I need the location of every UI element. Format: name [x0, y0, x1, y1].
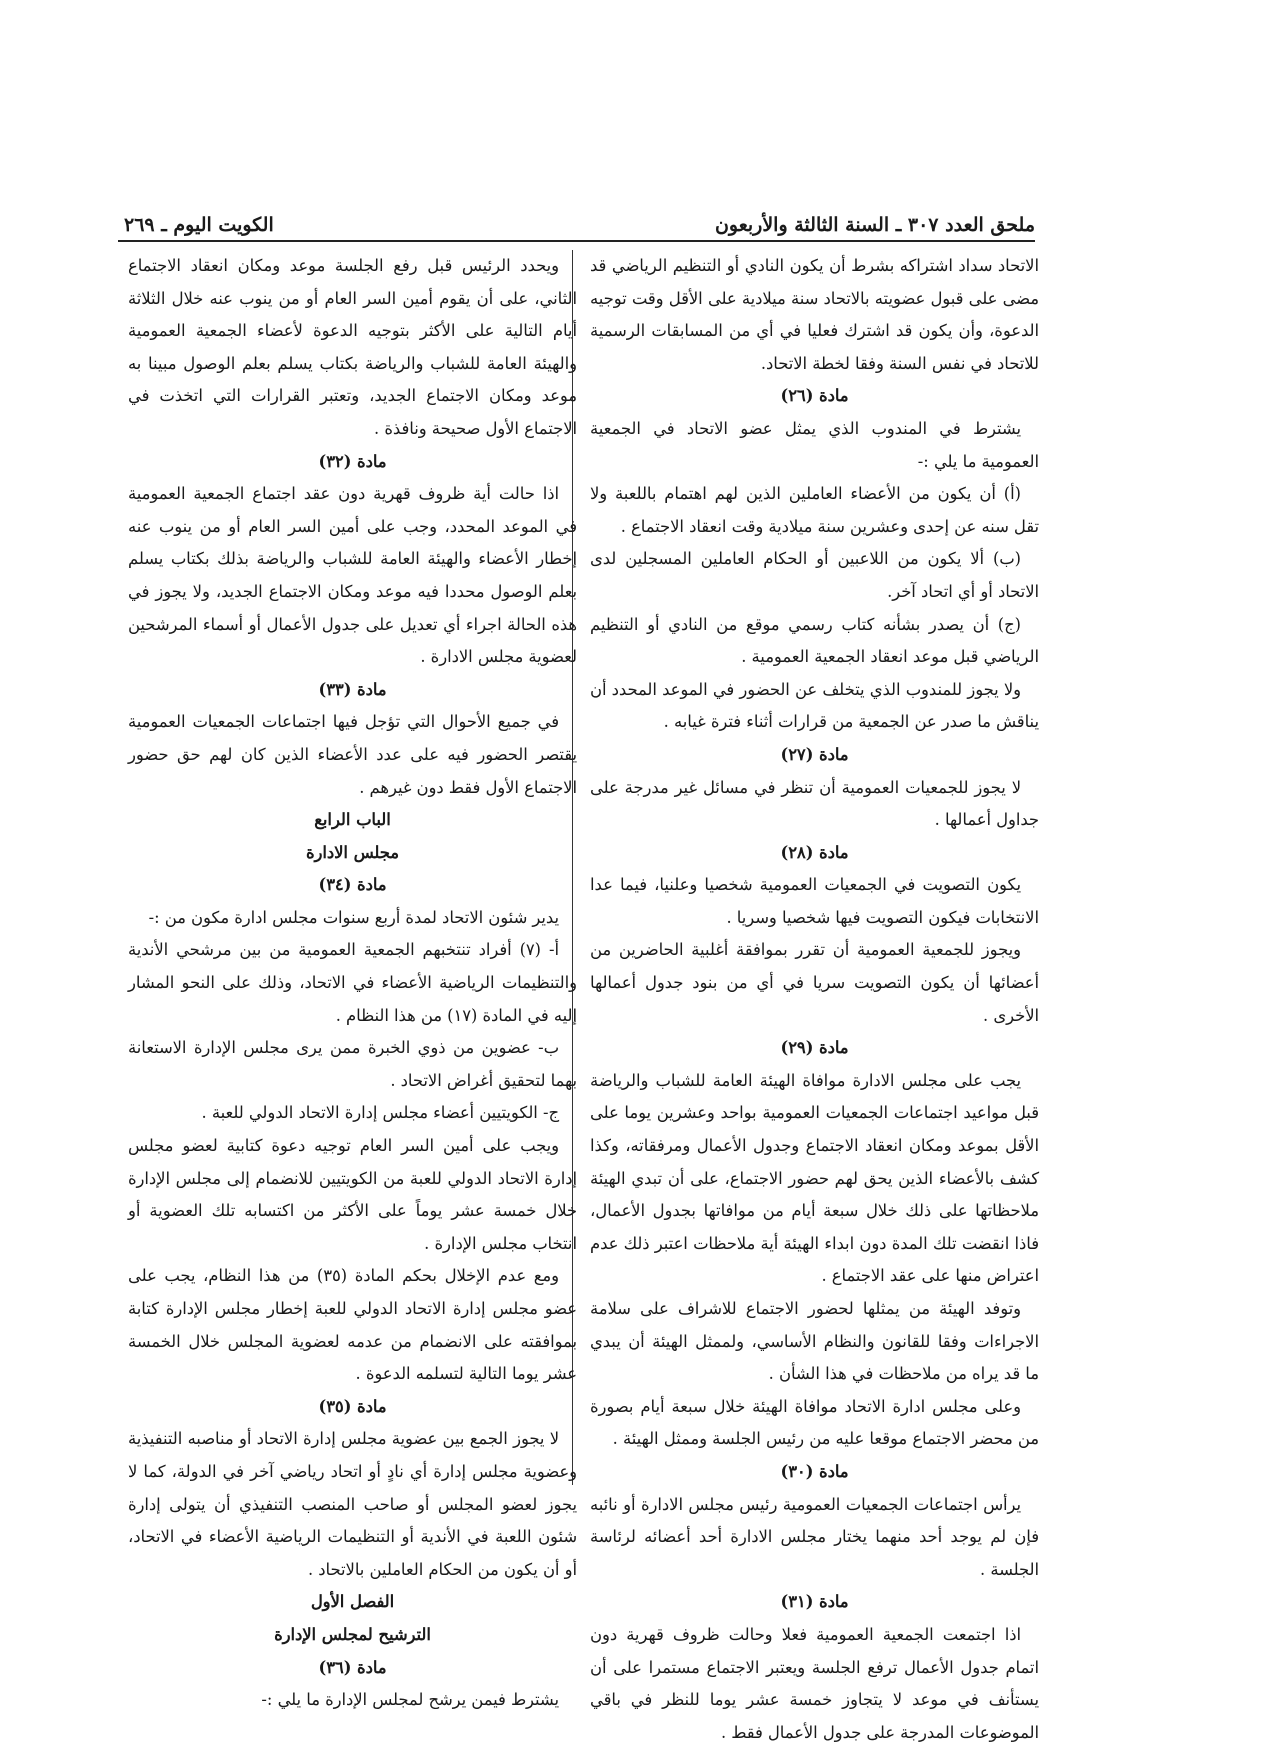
article-heading: مادة (٢٨): [780, 842, 849, 862]
chapter-subheading: مجلس الادارة: [305, 842, 400, 862]
article-heading: مادة (٣٦): [318, 1657, 387, 1677]
chapter-heading: الباب الرابع: [314, 810, 391, 830]
article-heading: مادة (٣٤): [318, 875, 387, 895]
page-header: [118, 212, 1035, 242]
paragraph: ويجوز للجمعية العمومية أن تقرر بموافقة أغلبية الحاضرين من أعضائها أن يكون التصويت سريا في أي من بنود جدول أعمالها الأخرى .: [590, 940, 1039, 1025]
paragraph: اذا حالت أية ظروف قهرية دون عقد اجتماع الجمعية العمومية في الموعد المحدد، وجب على أمين السر العام أو من ينوب عنه إخطار الأعضاء والهيئة العامة للشباب والرياضة بذلك بكتاب يسلم بعلم الوصول محددا فيه موعد ومكان الاجتماع الجديد، ولا يجوز في هذه الحالة اجراء أي تعديل على جدول الأعمال أو أسماء المرشحين لعضوية مجلس الادارة .: [128, 484, 577, 667]
article-heading: مادة (٢٦): [780, 386, 849, 406]
paragraph: ولا يجوز للمندوب الذي يتخلف عن الحضور في الموعد المحدد أن يناقش ما صدر عن الجمعية من قرارات أثناء فترة غيابه .: [590, 679, 1039, 732]
article-heading: مادة (٢٩): [780, 1038, 849, 1058]
right-column: [590, 250, 1039, 1749]
paragraph: الاتحاد سداد اشتراكه بشرط أن يكون النادي أو التنظيم الرياضي قد مضى على قبول عضويته بالاتحاد سنة ميلادية على الأقل وقت توجيه الدعوة، وأن يكون قد اشترك فعليا في أي من المسابقات الرسمية للاتحاد في نفس السنة وفقا لخطة الاتحاد.: [590, 256, 1039, 373]
paragraph: أ- (٧) أفراد تنتخبهم الجمعية العمومية من بين مرشحي الأندية والتنظيمات الرياضية الأعضاء في الاتحاد، وذلك على النحو المشار إليه في المادة (١٧) من هذا النظام .: [128, 940, 577, 1025]
paragraph: (ب) ألا يكون من اللاعبين أو الحكام العاملين المسجلين لدى الاتحاد أو أي اتحاد آخر.: [590, 549, 1039, 601]
paragraph: وتوفد الهيئة من يمثلها لحضور الاجتماع للاشراف على سلامة الاجراءات وفقا للقانون والنظام الأساسي، ولممثل الهيئة أن يبدي ما قد يراه من ملاحظات في هذا الشأن .: [590, 1299, 1039, 1384]
section-subheading: الترشيح لمجلس الإدارة: [274, 1624, 431, 1644]
paragraph: يشترط في المندوب الذي يمثل عضو الاتحاد في الجمعية العمومية ما يلي :-: [590, 418, 1039, 471]
gazette-page-title: الكويت اليوم ـ ٢٦٩: [124, 214, 274, 236]
article-heading: مادة (٣٢): [318, 451, 387, 471]
paragraph: لا يجوز الجمع بين عضوية مجلس إدارة الاتحاد أو مناصبه التنفيذية وعضوية مجلس إدارة أي نادٍ أو اتحاد رياضي آخر في الدولة، كما لا يجوز لعضو المجلس أو صاحب المنصب التنفيذي أن يتولى إدارة شئون اللعبة في الأندية أو التنظيمات الرياضية الأعضاء في الاتحاد، أو أن يكون من الحكام العاملين بالاتحاد .: [128, 1429, 577, 1579]
paragraph: يشترط فيمن يرشح لمجلس الإدارة ما يلي :-: [261, 1690, 559, 1710]
article-heading: مادة (٣١): [780, 1592, 849, 1612]
article-heading: مادة (٢٧): [780, 744, 849, 764]
paragraph: (أ) أن يكون من الأعضاء العاملين الذين لهم اهتمام باللعبة ولا تقل سنه عن إحدى وعشرين سنة ميلادية وقت انعقاد الاجتماع .: [590, 484, 1039, 536]
section-heading: الفصل الأول: [310, 1592, 395, 1612]
gazette-issue-title: ملحق العدد ٣٠٧ ـ السنة الثالثة والأربعون: [714, 214, 1035, 236]
paragraph: وعلى مجلس ادارة الاتحاد موافاة الهيئة خلال سبعة أيام بصورة من محضر الاجتماع موقعا عليه من رئيس الجلسة وممثل الهيئة .: [590, 1396, 1039, 1449]
header-rule: [118, 240, 1035, 242]
paragraph: ويجب على أمين السر العام توجيه دعوة كتابية لعضو مجلس إدارة الاتحاد الدولي للعبة من الكويتيين للانضمام إلى مجلس الإدارة خلال خمسة عشر يوماً على الأكثر من اكتسابه تلك العضوية أو انتخاب مجلس الإدارة .: [128, 1136, 577, 1253]
article-heading: مادة (٣٥): [318, 1396, 387, 1416]
article-heading: مادة (٣٠): [780, 1461, 849, 1481]
article-heading: مادة (٣٣): [318, 679, 387, 699]
paragraph: يكون التصويت في الجمعيات العمومية شخصيا وعلنيا، فيما عدا الانتخابات فيكون التصويت فيها شخصيا وسريا .: [590, 875, 1039, 927]
paragraph: ب- عضوين من ذوي الخبرة ممن يرى مجلس الإدارة الاستعانة بهما لتحقيق أغراض الاتحاد .: [128, 1038, 577, 1090]
paragraph: يجب على مجلس الادارة موافاة الهيئة العامة للشباب والرياضة قبل مواعيد اجتماعات الجمعيات العمومية بواحد وعشرين يوما على الأقل بموعد ومكان انعقاد الاجتماع وجدول الأعمال ومرفقاته، وكذا كشف بالأعضاء الذين يحق لهم حضور الاجتماع، على أن تبدي الهيئة ملاحظاتها على ذلك خلال سبعة أيام من موافاتها بجدول الأعمال، فاذا انقضت تلك المدة دون ابداء الهيئة أية ملاحظات اعتبر ذلك عدم اعتراض منها على عقد الاجتماع .: [590, 1070, 1039, 1286]
paragraph: ج- الكويتيين أعضاء مجلس إدارة الاتحاد الدولي للعبة .: [201, 1103, 559, 1123]
paragraph: يدير شئون الاتحاد لمدة أربع سنوات مجلس ادارة مكون من :-: [148, 907, 559, 927]
paragraph: في جميع الأحوال التي تؤجل فيها اجتماعات الجمعيات العمومية يقتصر الحضور فيه على عدد الأعضاء الذين كان لهم حق حضور الاجتماع الأول فقط دون غيرهم .: [128, 712, 577, 797]
paragraph: (ج) أن يصدر بشأنه كتاب رسمي موقع من النادي أو التنظيم الرياضي قبل موعد انعقاد الجمعية العمومية .: [590, 614, 1039, 667]
paragraph: ويحدد الرئيس قبل رفع الجلسة موعد ومكان انعقاد الاجتماع الثاني، على أن يقوم أمين السر العام أو من ينوب عنه خلال الثلاثة أيام التالية على الأكثر بتوجيه الدعوة لأعضاء الجمعية العمومية والهيئة العامة للشباب والرياضة بكتاب يسلم بعلم الوصول مبينا به موعد ومكان الاجتماع الجديد، وتعتبر القرارات التي اتخذت في الاجتماع الأول صحيحة ونافذة .: [128, 256, 577, 438]
paragraph: ومع عدم الإخلال بحكم المادة (٣٥) من هذا النظام، يجب على عضو مجلس إدارة الاتحاد الدولي للعبة إخطار مجلس الإدارة كتابة بموافقته على الانضمام من عدمه لعضوية المجلس خلال الخمسة عشر يوما التالية لتسلمه الدعوة .: [128, 1266, 577, 1384]
paragraph: يرأس اجتماعات الجمعيات العمومية رئيس مجلس الادارة أو نائبه فإن لم يوجد أحد منهما يختار مجلس الادارة أحد أعضائه لرئاسة الجلسة .: [590, 1494, 1039, 1579]
paragraph: لا يجوز للجمعيات العمومية أن تنظر في مسائل غير مدرجة على جداول أعمالها .: [590, 777, 1039, 830]
left-column: [128, 250, 577, 1717]
paragraph: اذا اجتمعت الجمعية العمومية فعلا وحالت ظروف قهرية دون اتمام جدول الأعمال ترفع الجلسة ويعتبر الاجتماع مستمرا على أن يستأنف في موعد لا يتجاوز خمسة عشر يوما للنظر في باقي الموضوعات المدرجة على جدول الأعمال فقط .: [590, 1624, 1039, 1742]
